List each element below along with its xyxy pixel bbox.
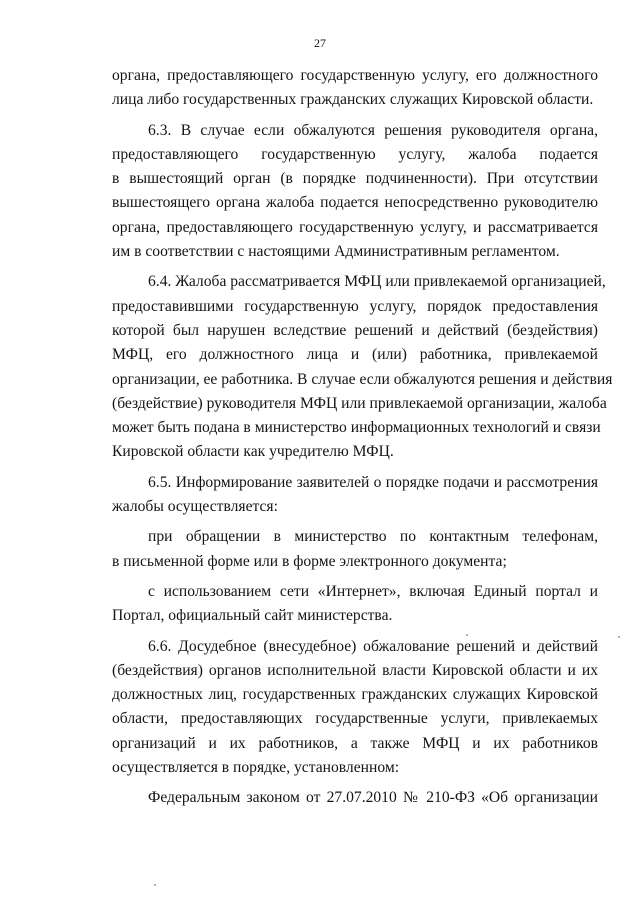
text-line: предоставляющего государственную услугу, жалоба подается <box>112 145 598 163</box>
text-line: органа, предоставляющего государственную услугу, его должностного <box>112 67 598 84</box>
page-number: 27 <box>314 36 326 50</box>
text-line: вышестоящего органа жалоба подается непосредственно руководителю <box>112 194 598 212</box>
text-line: области, предоставляющих государственные услуги, привлекаемых <box>112 710 598 728</box>
text-line: (бездействия) органов исполнительной власти Кировской области и их <box>112 661 598 679</box>
text-line: (бездействие) руководителя МФЦ или привлекаемой организации, жалоба <box>112 394 607 412</box>
federal-law-line: Федеральным законом от 27.07.2010 № 210-ФЗ «Об организации <box>148 789 598 807</box>
text-line: Кировской области как учредителю МФЦ. <box>112 443 394 461</box>
paragraph-6-5-start: 6.5. Информирование заявителей о порядке подачи и рассмотрения <box>148 473 598 491</box>
list-item-internet: с использованием сети «Интернет», включая Единый портал и <box>148 582 598 600</box>
text-line: предоставившими государственную услугу, порядок предоставления <box>112 297 598 315</box>
paragraph-6-3-start: 6.3. В случае если обжалуются решения руководителя органа, <box>148 121 598 139</box>
text-line: жалобы осуществляется: <box>112 498 278 516</box>
text-line: должностных лиц, государственных гражданских служащих Кировской <box>112 686 598 704</box>
text-line: осуществляется в порядке, установленном: <box>112 759 400 777</box>
text-line: в вышестоящий орган (в порядке подчиненности). При отсутствии <box>112 170 598 188</box>
scan-speck <box>466 634 468 636</box>
text-line: организации, ее работника. В случае если обжалуются решения и действия <box>112 370 613 388</box>
scan-speck <box>618 636 620 638</box>
text-line: им в соответствии с настоящими Административным регламентом. <box>112 243 560 261</box>
text-line: в письменной форме или в форме электронного документа; <box>112 552 507 570</box>
text-line: может быть подана в министерство информационных технологий и связи <box>112 419 601 437</box>
document-body <box>112 64 613 811</box>
list-item-phone: при обращении в министерство по контактным телефонам, <box>148 528 598 546</box>
text-line: Портал, официальный сайт министерства. <box>112 607 393 625</box>
text-line: организаций и их работников, а также МФЦ и их работников <box>112 734 598 752</box>
text-line: лица либо государственных гражданских служащих Кировской области. <box>112 91 594 109</box>
text-line: которой был нарушен вследствие решений и действий (бездействия) <box>112 321 598 339</box>
paragraph-6-4-start: 6.4. Жалоба рассматривается МФЦ или привлекаемой организацией, <box>148 273 606 291</box>
scan-speck <box>154 884 156 886</box>
text-line: органа, предоставляющего государственную услугу, и рассматривается <box>112 218 598 236</box>
text-line: МФЦ, его должностного лица и (или) работника, привлекаемой <box>112 346 598 364</box>
paragraph-6-6-start: 6.6. Досудебное (внесудебное) обжалование решений и действий <box>148 637 598 655</box>
